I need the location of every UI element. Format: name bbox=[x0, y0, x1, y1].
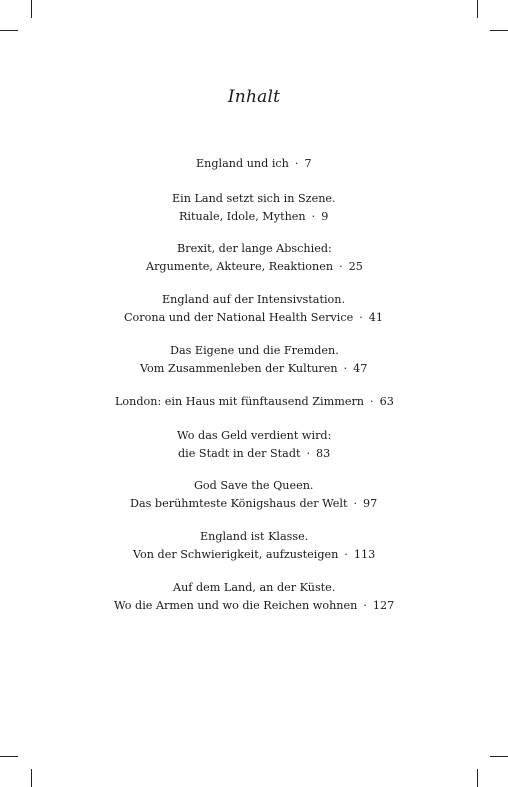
toc-separator: · bbox=[370, 395, 374, 408]
toc-page-number: 25 bbox=[348, 260, 363, 273]
toc-separator: · bbox=[294, 157, 299, 170]
crop-mark-top-left bbox=[0, 30, 18, 31]
toc-entry-title: Rituale, Idole, Mythen bbox=[179, 210, 306, 223]
toc-page-number: 9 bbox=[321, 210, 329, 223]
toc-entry-title: die Stadt in der Stadt bbox=[178, 447, 301, 460]
toc-entry-last-line bbox=[146, 261, 363, 272]
toc-entry-line bbox=[172, 193, 336, 204]
toc-page-number: 97 bbox=[363, 497, 378, 510]
toc-entry-title: Ein Land setzt sich in Szene. bbox=[172, 192, 336, 205]
toc-page-number: 63 bbox=[379, 395, 394, 408]
toc-separator: · bbox=[306, 447, 311, 460]
toc-separator: · bbox=[339, 260, 343, 273]
toc-entry-title: Corona und der National Health Service bbox=[124, 311, 354, 324]
toc-entry-last-line bbox=[115, 396, 394, 407]
toc-separator: · bbox=[311, 210, 316, 223]
toc-page-number: 127 bbox=[372, 599, 395, 612]
toc-entry-last-line bbox=[196, 158, 312, 169]
toc-entry-title: England und ich bbox=[196, 157, 289, 170]
toc-page-number: 7 bbox=[304, 157, 312, 170]
crop-mark-bottom-right bbox=[490, 756, 508, 757]
toc-entry-last-line bbox=[179, 211, 328, 222]
crop-mark-top-right bbox=[490, 30, 508, 31]
toc-entry-title: Das berühmteste Königshaus der Welt bbox=[130, 497, 348, 510]
toc-entry-title: Wo die Armen und wo die Reichen wohnen bbox=[114, 599, 358, 612]
toc-entry-title: Argumente, Akteure, Reaktionen bbox=[146, 260, 334, 273]
toc-page-number: 83 bbox=[316, 447, 331, 460]
toc-entry-line bbox=[177, 243, 332, 254]
crop-mark-bottom-right bbox=[477, 769, 478, 787]
toc-entry-last-line bbox=[178, 448, 330, 459]
toc-entry-title: God Save the Queen. bbox=[194, 479, 314, 492]
crop-mark-bottom-left bbox=[0, 756, 18, 757]
toc-entry-title: England ist Klasse. bbox=[200, 530, 309, 543]
toc-page-number: 113 bbox=[353, 548, 376, 561]
toc-entry-line bbox=[200, 531, 308, 542]
toc-entry-last-line bbox=[114, 600, 394, 611]
crop-mark-top-left bbox=[31, 0, 32, 18]
toc-entry-line bbox=[162, 294, 345, 305]
toc-separator: · bbox=[344, 548, 348, 561]
toc-entry-last-line bbox=[124, 312, 383, 323]
toc-entry-title: Das Eigene und die Fremden. bbox=[170, 344, 339, 357]
toc-entry-title: Auf dem Land, an der Küste. bbox=[173, 581, 336, 594]
toc-entry-title: Vom Zusammenleben der Kulturen bbox=[140, 362, 338, 375]
toc-page-number: 47 bbox=[353, 362, 368, 375]
page-title: Inhalt bbox=[227, 87, 281, 107]
toc-entry-title: London: ein Haus mit fünftausend Zimmern bbox=[115, 395, 365, 408]
toc-page-number: 41 bbox=[368, 311, 384, 324]
toc-entry-last-line bbox=[140, 363, 367, 374]
toc-entry-title: Brexit, der lange Abschied: bbox=[177, 242, 332, 255]
toc-entry-line bbox=[194, 480, 313, 491]
toc-separator: · bbox=[343, 362, 348, 375]
toc-entry-last-line bbox=[130, 498, 377, 509]
toc-entry-last-line bbox=[133, 549, 375, 560]
crop-mark-bottom-left bbox=[31, 769, 32, 787]
toc-entry-title: Von der Schwierigkeit, aufzusteigen bbox=[133, 548, 339, 561]
toc-entry-title: England auf der Intensivstation. bbox=[162, 293, 346, 306]
toc-separator: · bbox=[363, 599, 367, 612]
toc-separator: · bbox=[353, 497, 358, 510]
crop-mark-top-right bbox=[477, 0, 478, 18]
toc-entry-title: Wo das Geld verdient wird: bbox=[177, 429, 332, 442]
toc-entry-line bbox=[173, 582, 335, 593]
toc-entry-line bbox=[177, 430, 331, 441]
toc-entry-line bbox=[170, 345, 339, 356]
toc-separator: · bbox=[359, 311, 363, 324]
